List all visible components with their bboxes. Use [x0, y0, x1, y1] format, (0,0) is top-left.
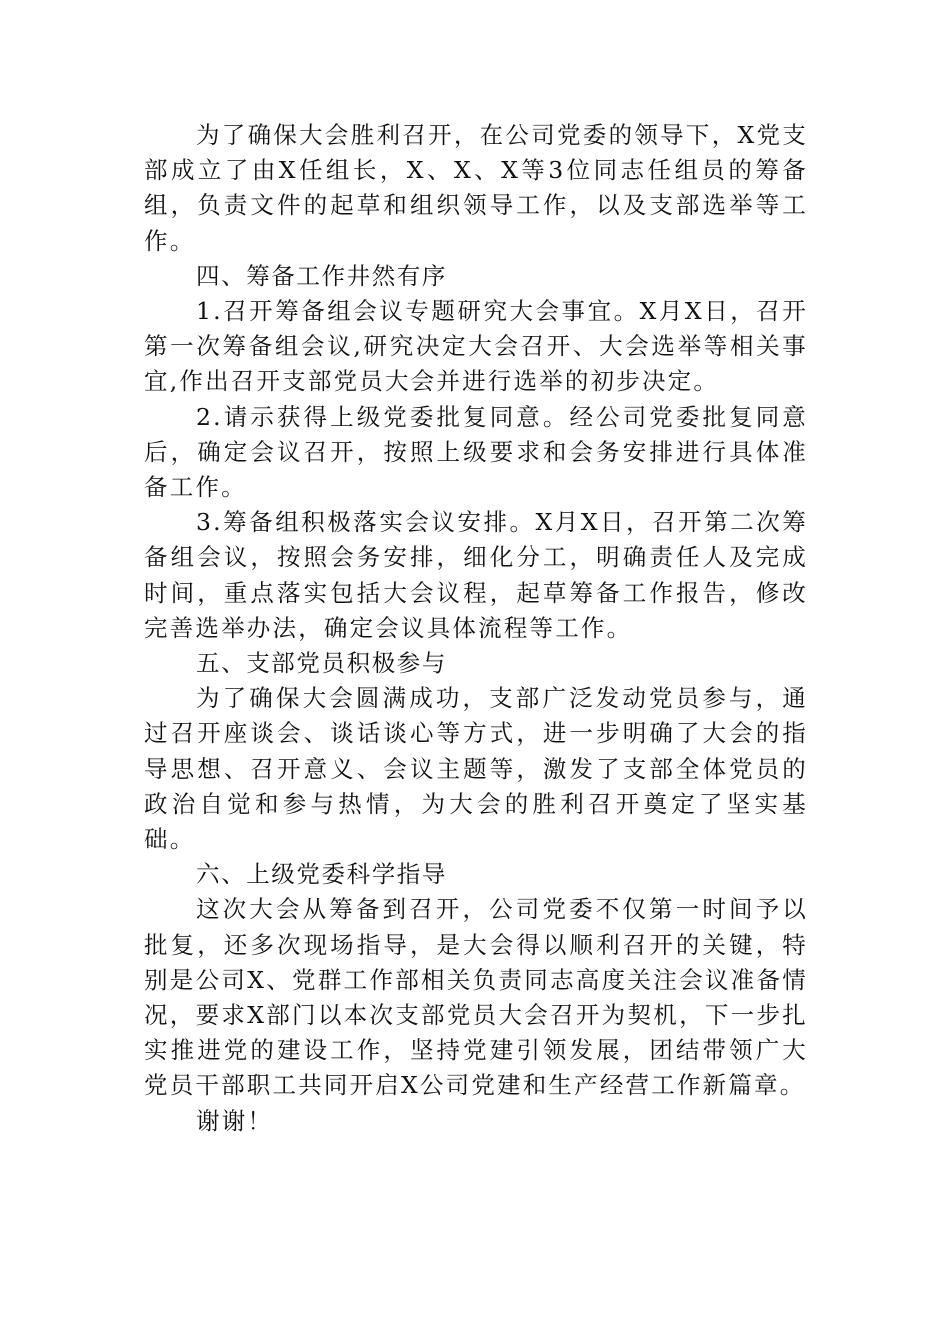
section-heading-5: 五、支部党员积极参与: [196, 649, 447, 678]
paragraph-thanks: 谢谢！: [196, 1106, 274, 1135]
document-body: [144, 118, 808, 1139]
paragraph-item-1: 1.召开筹备组会议专题研究大会事宜。X月X日，召开第一次筹备组会议,研究决定大会召开、大会选举等相关事宜,作出召开支部党员大会并进行选举的初步决定。: [144, 297, 808, 396]
paragraph-guidance: 这次大会从筹备到召开，公司党委不仅第一时间予以批复，还多次现场指导，是大会得以顺利召开的关键，特别是公司X、党群工作部相关负责同志高度关注会议准备情况，要求X部门以本次支部党员大会召开为契机，下一步扎实推进党的建设工作，坚持党建引领发展，团结带领广大党员干部职工共同开启X公司党建和生产经营工作新篇章。: [144, 895, 808, 1100]
paragraph-item-2: 2.请示获得上级党委批复同意。经公司党委批复同意后，确定会议召开，按照上级要求和会务安排进行具体准备工作。: [144, 402, 808, 502]
paragraph-preparatory-group: 为了确保大会胜利召开，在公司党委的领导下，X党支部成立了由X任组长，X、X、X等3位同志任组员的筹备组，负责文件的起草和组织领导工作，以及支部选举等工作。: [144, 121, 808, 255]
section-heading-4: 四、筹备工作井然有序: [196, 261, 447, 290]
paragraph-member-participation: 为了确保大会圆满成功，支部广泛发动党员参与，通过召开座谈会、谈话谈心等方式，进一步明确了大会的指导思想、召开意义、会议主题等，激发了支部全体党员的政治自觉和参与热情，为大会的胜利召开奠定了坚实基础。: [144, 684, 808, 854]
paragraph-item-3: 3.筹备组积极落实会议安排。X月X日，召开第二次筹备组会议，按照会务安排，细化分工，明确责任人及完成时间，重点落实包括大会议程，起草筹备工作报告，修改完善选举办法，确定会议具体流程等工作。: [144, 508, 808, 642]
section-heading-6: 六、上级党委科学指导: [196, 860, 447, 889]
